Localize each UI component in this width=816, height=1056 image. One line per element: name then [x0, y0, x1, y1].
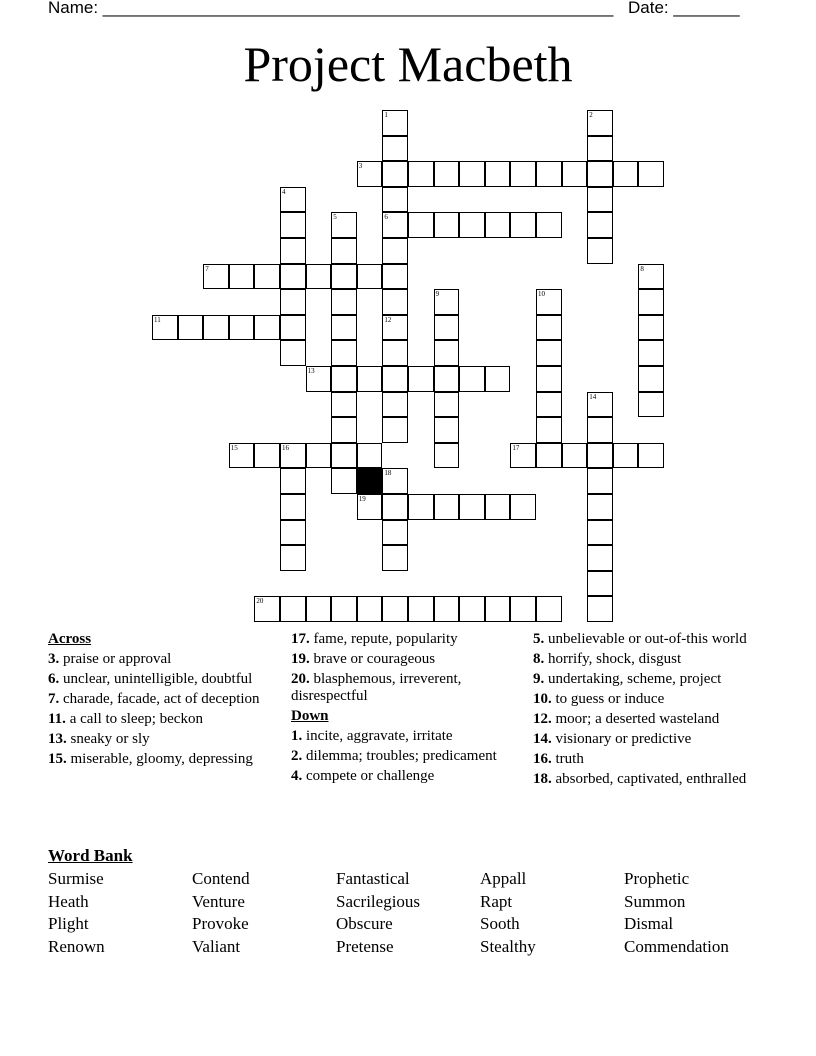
crossword-cell[interactable] — [510, 443, 536, 469]
crossword-cell[interactable] — [382, 520, 408, 546]
crossword-cell[interactable] — [587, 417, 613, 443]
crossword-cell[interactable] — [382, 136, 408, 162]
clue-across-6: 6. unclear, unintelligible, doubtful — [48, 671, 253, 687]
cell-number: 1 — [384, 111, 388, 119]
crossword-cell[interactable] — [459, 366, 485, 392]
down-heading: Down — [291, 708, 329, 724]
crossword-cell[interactable] — [459, 494, 485, 520]
clue-across-19: 19. brave or courageous — [291, 651, 436, 667]
crossword-cell[interactable] — [434, 161, 460, 187]
crossword-cell[interactable] — [280, 596, 306, 622]
crossword-cell[interactable] — [434, 289, 460, 315]
crossword-cell[interactable] — [587, 494, 613, 520]
crossword-cell[interactable] — [562, 443, 588, 469]
clues-column-3 — [533, 631, 763, 791]
crossword-cell[interactable] — [434, 494, 460, 520]
word-bank-item: Commendation — [624, 936, 729, 956]
crossword-cell[interactable] — [280, 468, 306, 494]
crossword-cell[interactable] — [254, 596, 280, 622]
crossword-cell[interactable] — [382, 187, 408, 213]
crossword-cell[interactable] — [485, 494, 511, 520]
crossword-cell[interactable] — [280, 238, 306, 264]
word-bank-item: Provoke — [192, 914, 249, 934]
crossword-cell[interactable] — [408, 161, 434, 187]
across-heading: Across — [48, 631, 92, 647]
crossword-cell[interactable] — [638, 289, 664, 315]
clue-down-18: 18. absorbed, captivated, enthralled — [533, 771, 747, 787]
crossword-cell[interactable] — [434, 212, 460, 238]
crossword-cell[interactable] — [382, 238, 408, 264]
word-bank-title: Word Bank — [48, 846, 133, 865]
crossword-cell[interactable] — [382, 366, 408, 392]
crossword-cell[interactable] — [613, 161, 639, 187]
crossword-cell[interactable] — [587, 596, 613, 622]
crossword-cell[interactable] — [357, 264, 383, 290]
clues-column-2 — [291, 631, 516, 788]
crossword-cell[interactable] — [254, 315, 280, 341]
crossword-cell[interactable] — [357, 494, 383, 520]
clue-down-8: 8. horrify, shock, disgust — [533, 651, 682, 667]
crossword-cell[interactable] — [306, 443, 332, 469]
crossword-cell[interactable] — [638, 264, 664, 290]
crossword-cell[interactable] — [587, 571, 613, 597]
cell-number: 17 — [512, 443, 520, 452]
word-bank-item: Contend — [192, 869, 250, 888]
crossword-cell[interactable] — [510, 161, 536, 187]
cell-number: 2 — [589, 111, 593, 119]
clue-down-14: 14. visionary or predictive — [533, 731, 692, 747]
crossword-cell[interactable] — [434, 340, 460, 366]
crossword-cell[interactable] — [331, 468, 357, 494]
crossword-cell[interactable] — [203, 264, 229, 290]
word-bank-item: Venture — [192, 891, 245, 911]
cell-number: 3 — [358, 162, 363, 171]
crossword-cell[interactable] — [280, 187, 306, 213]
word-bank-item: Heath — [48, 891, 89, 911]
crossword-cell[interactable] — [280, 443, 306, 469]
crossword-cell[interactable] — [587, 520, 613, 546]
crossword-cell[interactable] — [587, 161, 613, 187]
crossword-cell[interactable] — [280, 340, 306, 366]
crossword-cell[interactable] — [587, 136, 613, 162]
clue-across-11: 11. a call to sleep; beckon — [48, 711, 203, 727]
crossword-cell[interactable] — [280, 520, 306, 546]
page-title: Project Macbeth — [243, 36, 573, 92]
clue-across-7: 7. charade, facade, act of deception — [48, 691, 260, 707]
crossword-cell[interactable] — [459, 596, 485, 622]
crossword-cell[interactable] — [331, 212, 357, 238]
cell-number: 5 — [333, 213, 337, 222]
clue-down-10: 10. to guess or induce — [533, 691, 665, 707]
word-bank-item: Dismal — [624, 914, 674, 934]
crossword-cell[interactable] — [331, 340, 357, 366]
crossword-cell[interactable] — [485, 161, 511, 187]
crossword-cell[interactable] — [382, 212, 408, 238]
clue-down-12: 12. moor; a deserted wasteland — [533, 711, 720, 727]
crossword-cell[interactable] — [638, 315, 664, 341]
crossword-cell[interactable] — [382, 545, 408, 571]
crossword-cell[interactable] — [434, 366, 460, 392]
crossword-cell[interactable] — [331, 289, 357, 315]
crossword-cell[interactable] — [536, 366, 562, 392]
crossword-cell[interactable] — [280, 264, 306, 290]
crossword-cell[interactable] — [357, 596, 383, 622]
crossword-cell[interactable] — [280, 494, 306, 520]
word-bank-item: Surmise — [48, 869, 104, 888]
crossword-cell[interactable] — [306, 264, 332, 290]
crossword-cell[interactable] — [536, 417, 562, 443]
crossword-cell[interactable] — [536, 315, 562, 341]
crossword-cell[interactable] — [382, 340, 408, 366]
cell-number: 4 — [282, 187, 286, 196]
crossword-cell[interactable] — [536, 212, 562, 238]
cell-number: 8 — [640, 264, 644, 273]
crossword-cell[interactable] — [382, 289, 408, 315]
cell-number: 16 — [282, 443, 289, 452]
cell-number: 12 — [384, 315, 392, 324]
crossword-cell[interactable] — [306, 596, 332, 622]
crossword-cell[interactable] — [357, 443, 383, 469]
crossword-cell[interactable] — [434, 596, 460, 622]
crossword-cell[interactable] — [408, 366, 434, 392]
crossword-cell[interactable] — [536, 392, 562, 418]
crossword-cell[interactable] — [306, 366, 332, 392]
clue-across-13: 13. sneaky or sly — [48, 731, 150, 747]
crossword-cell[interactable] — [331, 596, 357, 622]
crossword-cell[interactable] — [510, 212, 536, 238]
crossword-cell[interactable] — [382, 110, 408, 136]
cell-number: 6 — [384, 213, 388, 222]
word-bank-item: Renown — [48, 936, 105, 956]
word-bank-item: Sooth — [480, 914, 520, 934]
crossword-cell[interactable] — [638, 366, 664, 392]
crossword-cell[interactable] — [510, 494, 536, 520]
crossword-cell[interactable] — [459, 212, 485, 238]
crossword-cell[interactable] — [254, 264, 280, 290]
crossword-cell[interactable] — [536, 340, 562, 366]
crossword-cell[interactable] — [280, 545, 306, 571]
word-bank-item: Plight — [48, 914, 89, 934]
crossword-cell[interactable] — [459, 161, 485, 187]
crossword-cell[interactable] — [536, 161, 562, 187]
crossword-cell[interactable] — [382, 596, 408, 622]
black-square — [357, 468, 383, 494]
crossword-cell[interactable] — [587, 392, 613, 418]
crossword-cell[interactable] — [357, 161, 383, 187]
crossword-cell[interactable] — [408, 212, 434, 238]
cell-number: 9 — [435, 290, 440, 299]
crossword-cell[interactable] — [178, 315, 204, 341]
crossword-cell[interactable] — [331, 417, 357, 443]
crossword-cell[interactable] — [485, 212, 511, 238]
clue-across-3: 3. praise or approval — [48, 651, 172, 667]
crossword-cell[interactable] — [382, 468, 408, 494]
word-bank-item: Fantastical — [336, 869, 410, 888]
cell-number: 15 — [230, 443, 238, 452]
date-field-label: Date: _______ — [628, 0, 740, 17]
name-field-label: Name: ______________________________________________________ — [48, 0, 614, 17]
crossword-cell[interactable] — [613, 443, 639, 469]
crossword-cell[interactable] — [587, 443, 613, 469]
crossword-cell[interactable] — [152, 315, 178, 341]
crossword-cell[interactable] — [536, 289, 562, 315]
crossword-cell[interactable] — [203, 315, 229, 341]
clue-across-17: 17. fame, repute, popularity — [291, 631, 458, 647]
crossword-cell[interactable] — [562, 161, 588, 187]
clue-down-16: 16. truth — [533, 751, 584, 767]
crossword-cell[interactable] — [331, 443, 357, 469]
cell-number: 10 — [538, 290, 545, 299]
crossword-cell[interactable] — [434, 443, 460, 469]
crossword-cell[interactable] — [280, 212, 306, 238]
crossword-cell[interactable] — [485, 596, 511, 622]
crossword-cell[interactable] — [382, 161, 408, 187]
cell-number: 14 — [589, 392, 597, 401]
crossword-cell[interactable] — [331, 392, 357, 418]
word-bank-item: Obscure — [336, 914, 393, 934]
cell-number: 20 — [256, 597, 264, 606]
crossword-cell[interactable] — [587, 110, 613, 136]
crossword-cell[interactable] — [331, 315, 357, 341]
crossword-cell[interactable] — [434, 392, 460, 418]
crossword-cell[interactable] — [331, 238, 357, 264]
crossword-cell[interactable] — [638, 161, 664, 187]
crossword-cell[interactable] — [229, 264, 255, 290]
cell-number: 11 — [154, 315, 161, 324]
crossword-cell[interactable] — [536, 596, 562, 622]
crossword-cell[interactable] — [382, 264, 408, 290]
crossword-cell[interactable] — [536, 443, 562, 469]
clue-across-20: 20. blasphemous, irreverent, disrespectful — [291, 671, 462, 704]
crossword-cell[interactable] — [280, 315, 306, 341]
clue-down-4: 4. compete or challenge — [291, 768, 435, 784]
crossword-cell[interactable] — [331, 264, 357, 290]
crossword-cell[interactable] — [638, 392, 664, 418]
crossword-cell[interactable] — [587, 212, 613, 238]
crossword-cell[interactable] — [382, 417, 408, 443]
word-bank — [48, 868, 788, 958]
clue-down-9: 9. undertaking, scheme, project — [533, 671, 722, 687]
clue-down-2: 2. dilemma; troubles; predicament — [291, 748, 497, 764]
crossword-cell[interactable] — [434, 315, 460, 341]
word-bank-item: Stealthy — [480, 936, 536, 956]
crossword-cell[interactable] — [331, 366, 357, 392]
word-bank-item: Appall — [480, 869, 527, 888]
word-bank-item: Prophetic — [624, 869, 690, 888]
crossword-cell[interactable] — [485, 366, 511, 392]
crossword-cell[interactable] — [357, 366, 383, 392]
crossword-cell[interactable] — [254, 443, 280, 469]
crossword-cell[interactable] — [229, 315, 255, 341]
word-bank-item: Summon — [624, 891, 686, 911]
crossword-cell[interactable] — [408, 596, 434, 622]
clue-down-1: 1. incite, aggravate, irritate — [291, 728, 453, 744]
crossword-cell[interactable] — [638, 443, 664, 469]
word-bank-item: Pretense — [336, 936, 394, 956]
crossword-cell[interactable] — [587, 545, 613, 571]
word-bank-item: Rapt — [480, 891, 513, 911]
crossword-cell[interactable] — [587, 468, 613, 494]
crossword-cell[interactable] — [280, 289, 306, 315]
crossword-cell[interactable] — [587, 187, 613, 213]
clues-column-1 — [48, 631, 278, 771]
word-bank-item: Valiant — [192, 936, 241, 956]
crossword-cell[interactable] — [434, 417, 460, 443]
clue-down-5: 5. unbelievable or out-of-this world — [533, 631, 747, 647]
cell-number: 18 — [384, 469, 392, 478]
crossword-cell[interactable] — [382, 494, 408, 520]
cell-number: 19 — [358, 495, 366, 503]
cell-number: 7 — [205, 264, 209, 273]
crossword-cell[interactable] — [382, 392, 408, 418]
clue-across-15: 15. miserable, gloomy, depressing — [48, 751, 253, 767]
crossword-cell[interactable] — [587, 238, 613, 264]
crossword-cell[interactable] — [638, 340, 664, 366]
crossword-cell[interactable] — [408, 494, 434, 520]
crossword-cell[interactable] — [229, 443, 255, 469]
word-bank-item: Sacrilegious — [336, 891, 421, 911]
crossword-cell[interactable] — [382, 315, 408, 341]
crossword-cell[interactable] — [510, 596, 536, 622]
cell-number: 13 — [307, 367, 315, 375]
